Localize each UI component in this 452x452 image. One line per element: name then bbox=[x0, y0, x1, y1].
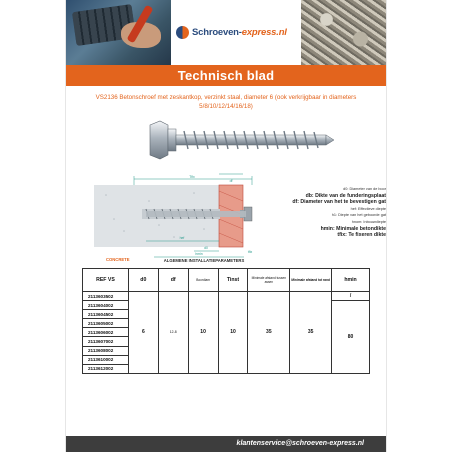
ref-cell: 2113604002 bbox=[83, 301, 129, 310]
ref-cell: 2113607002 bbox=[83, 337, 129, 346]
ref-cell: 2113606002 bbox=[83, 328, 129, 337]
value-hmin-first: / bbox=[332, 292, 370, 301]
legend-item: hnom: Inbouwdiepte bbox=[351, 219, 386, 224]
screw-illustration bbox=[146, 115, 336, 165]
header-tinst: Tinst bbox=[218, 269, 248, 292]
header-hmin: hmin bbox=[332, 269, 370, 292]
brand-name: Schroeven- bbox=[192, 27, 242, 38]
label-hef: hef bbox=[179, 236, 185, 240]
brand-logo-icon bbox=[176, 26, 189, 39]
footer-email-link[interactable]: klantenservice@schroeven-express.nl bbox=[236, 440, 364, 447]
legend bbox=[276, 186, 386, 239]
title-bar bbox=[66, 65, 386, 86]
technical-sheet bbox=[66, 0, 386, 452]
value-df: 12-8 bbox=[158, 292, 188, 374]
ref-cell: 2113605002 bbox=[83, 319, 129, 328]
value-tinst: 10 bbox=[218, 292, 248, 374]
ref-cell: 2113604502 bbox=[83, 310, 129, 319]
header-edge: Minimale afstand tot rand bbox=[290, 269, 332, 292]
label-tfix-top: Tfix bbox=[189, 175, 195, 179]
ref-cell: 2113610002 bbox=[83, 355, 129, 364]
product-description: VS2136 Betonschroef met zeskantkop, verzinkt staal, diameter 6 (ook verkrijgbaar in diameters 5/8/10/12/14/16/18) bbox=[95, 94, 357, 110]
table-header-row bbox=[83, 269, 370, 292]
legend-item: db: Dikte van de funderingsplaat bbox=[305, 192, 386, 199]
header-ref: REF VS bbox=[83, 269, 129, 292]
label-concrete: CONCRETE bbox=[106, 257, 130, 262]
header-d0: d0 bbox=[128, 269, 158, 292]
label-tfix: tfix bbox=[247, 250, 253, 254]
header-df: df bbox=[158, 269, 188, 292]
ref-cell: 2113608002 bbox=[83, 346, 129, 355]
legend-item: tfix: Te fixeren dikte bbox=[337, 232, 386, 239]
keyboard-tools-photo bbox=[66, 0, 171, 65]
label-hmin: hmin bbox=[195, 252, 203, 256]
header-boordiam: Boordiam bbox=[188, 269, 218, 292]
brand-logo[interactable] bbox=[176, 26, 287, 39]
brand-accent: express.nl bbox=[241, 27, 287, 38]
legend-item: hef: Effectieve diepte bbox=[350, 206, 386, 211]
diagram-caption: ALGEMENE INSTALLATIEPARAMETERS bbox=[163, 258, 245, 263]
page-title: Technisch blad bbox=[177, 68, 275, 83]
label-df: df bbox=[229, 179, 233, 183]
legend-item: h1: Diepte van het geboorde gat bbox=[331, 213, 386, 218]
footer bbox=[66, 436, 386, 452]
screws-photo bbox=[301, 0, 386, 65]
legend-item: d0: Diameter van de boor bbox=[343, 187, 386, 191]
legend-item: df: Diameter van het te bevestigen gat bbox=[292, 199, 386, 206]
value-d0: 6 bbox=[128, 292, 158, 374]
value-spacing: 35 bbox=[248, 292, 290, 374]
label-d0: d0 bbox=[204, 246, 208, 250]
ref-cell: 2113603502 bbox=[83, 292, 129, 301]
value-hmin: 80 bbox=[332, 301, 370, 374]
value-dia: 10 bbox=[188, 292, 218, 374]
ref-cell: 2113612002 bbox=[83, 364, 129, 373]
header-spacing: Minimale afstand tussen assen bbox=[248, 269, 290, 292]
value-edge: 35 bbox=[290, 292, 332, 374]
legend-item: hmin: Minimale betondikte bbox=[320, 225, 386, 232]
header-banner bbox=[66, 0, 386, 65]
table-row bbox=[83, 292, 370, 301]
spec-table bbox=[82, 268, 370, 374]
